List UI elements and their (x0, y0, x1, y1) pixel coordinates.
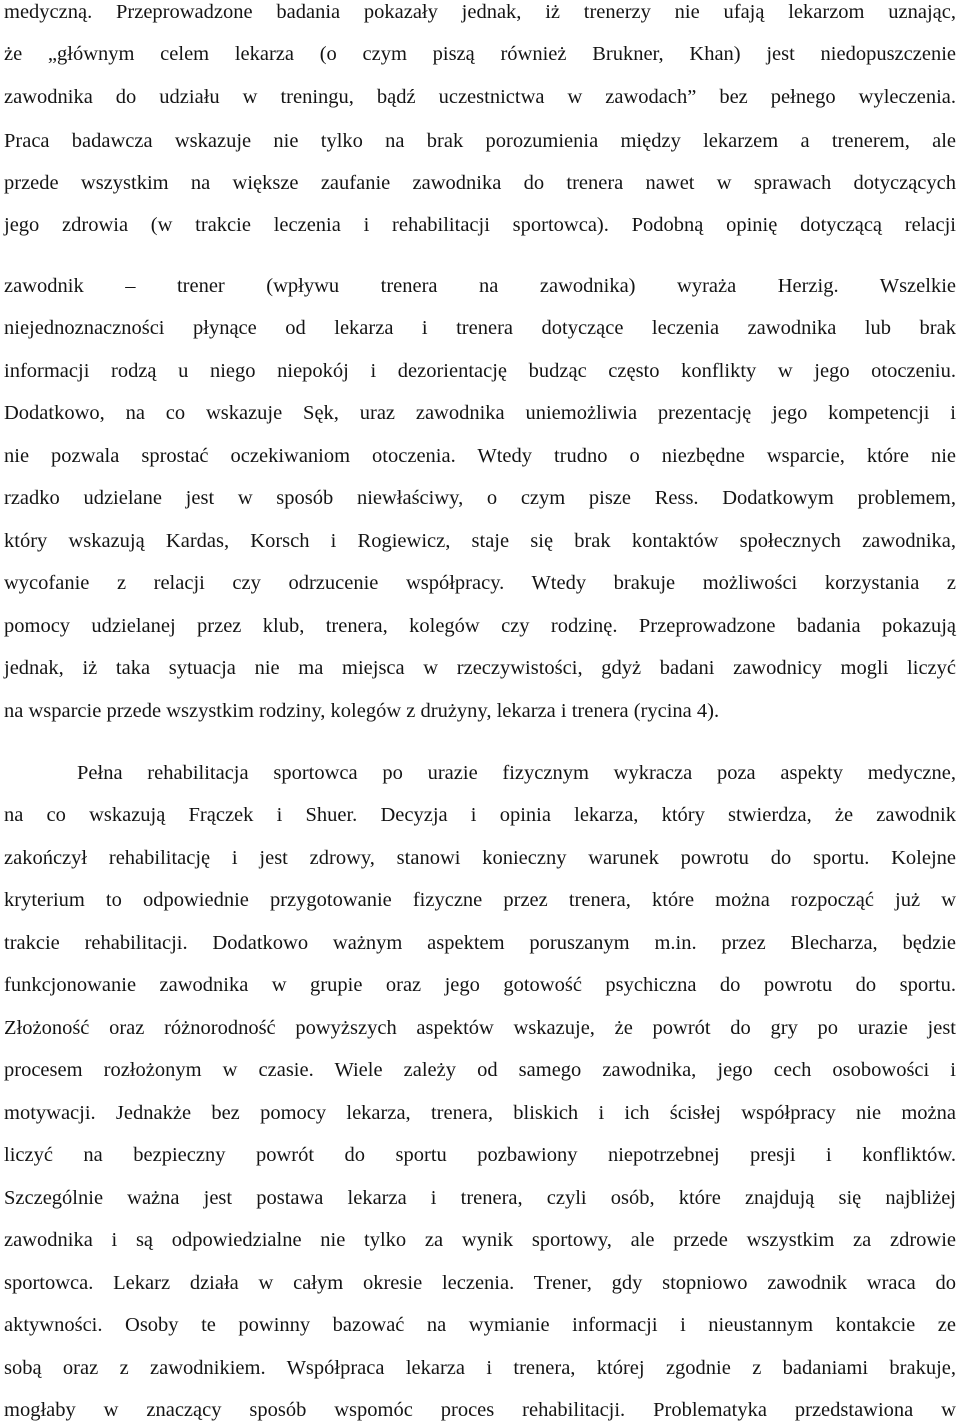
text-line: Dodatkowo, na co wskazuje Sęk, uraz zawodnika uniemożliwia prezentację jego kompetencji i (4, 402, 956, 424)
text-line: medyczną. Przeprowadzone badania pokazały jednak, iż trenerzy nie ufają lekarzom uznając, (4, 1, 956, 23)
text-line: zakończył rehabilitację i jest zdrowy, stanowi konieczny warunek powrotu do sportu. Kolejne (4, 847, 956, 869)
text-line: procesem rozłożonym w czasie. Wiele zależy od samego zawodnika, jego cech osobowości i (4, 1059, 956, 1081)
text-line: niejednoznaczności płynące od lekarza i trenera dotyczące leczenia zawodnika lub brak (4, 317, 956, 339)
text-line: liczyć na bezpieczny powrót do sportu pozbawiony niepotrzebnej presji i konfliktów. (4, 1144, 956, 1166)
text-line: motywacji. Jednakże bez pomocy lekarza, trenera, bliskich i ich ścisłej współpracy nie można (4, 1102, 956, 1124)
text-line: że „głównym celem lekarza (o czym piszą również Brukner, Khan) jest niedopuszczenie (4, 43, 956, 65)
text-line: rzadko udzielane jest w sposób niewłaściwy, o czym pisze Ress. Dodatkowym problemem, (4, 487, 956, 509)
text-line: zawodnik – trener (wpływu trenera na zawodnika) wyraża Herzig. Wszelkie (4, 275, 956, 297)
text-line: Pełna rehabilitacja sportowca po urazie fizycznym wykracza poza aspekty medyczne, (77, 762, 956, 784)
text-line: funkcjonowanie zawodnika w grupie oraz jego gotowość psychiczna do powrotu do sportu. (4, 974, 956, 996)
text-line: sobą oraz z zawodnikiem. Współpraca lekarza i trenera, której zgodnie z badaniami brakuje, (4, 1357, 956, 1379)
text-line: aktywności. Osoby te powinny bazować na wymianie informacji i nieustannym kontakcie ze (4, 1314, 956, 1336)
text-line: przede wszystkim na większe zaufanie zawodnika do trenera nawet w sprawach dotyczących (4, 172, 956, 194)
text-line: na co wskazują Frączek i Shuer. Decyzja i opinia lekarza, który stwierdza, że zawodnik (4, 804, 956, 826)
text-line: Szczególnie ważna jest postawa lekarza i trenera, czyli osób, które znajdują się najbliżej (4, 1187, 956, 1209)
text-line: sportowca. Lekarz działa w całym okresie leczenia. Trener, gdy stopniowo zawodnik wraca do (4, 1272, 956, 1294)
text-line: na wsparcie przede wszystkim rodziny, kolegów z drużyny, lekarza i trenera (rycina 4). (4, 700, 720, 722)
text-line: trakcie rehabilitacji. Dodatkowo ważnym aspektem poruszanym m.in. przez Blecharza, będzie (4, 932, 956, 954)
text-line: informacji rodzą u niego niepokój i dezorientację budząc często konflikty w jego otoczeniu. (4, 360, 956, 382)
text-line: jednak, iż taka sytuacja nie ma miejsca w rzeczywistości, gdyż badani zawodnicy mogli liczyć (4, 657, 956, 679)
text-line: pomocy udzielanej przez klub, trenera, kolegów czy rodzinę. Przeprowadzone badania pokazują (4, 615, 956, 637)
text-line: mogłaby w znaczący sposób wspomóc proces rehabilitacji. Problematyka przedstawiona w (4, 1399, 956, 1421)
text-line: nie pozwala sprostać oczekiwaniom otoczenia. Wtedy trudno o niezbędne wsparcie, które nie (4, 445, 956, 467)
text-line: jego zdrowia (w trakcie leczenia i rehabilitacji sportowca). Podobną opinię dotyczącą relacji (4, 214, 956, 236)
text-line: wycofanie z relacji czy odrzucenie współpracy. Wtedy brakuje możliwości korzystania z (4, 572, 956, 594)
text-line: Złożoność oraz różnorodność powyższych aspektów wskazuje, że powrót do gry po urazie jest (4, 1017, 956, 1039)
text-line: zawodnika do udziału w treningu, bądź uczestnictwa w zawodach” bez pełnego wyleczenia. (4, 86, 956, 108)
text-line: zawodnika i są odpowiedzialne nie tylko za wynik sportowy, ale przede wszystkim za zdrowie (4, 1229, 956, 1251)
text-line: Praca badawcza wskazuje nie tylko na brak porozumienia między lekarzem a trenerem, ale (4, 130, 956, 152)
text-line: kryterium to odpowiednie przygotowanie fizyczne przez trenera, które można rozpocząć już w (4, 889, 956, 911)
text-line: który wskazują Kardas, Korsch i Rogiewicz, staje się brak kontaktów społecznych zawodnika, (4, 530, 956, 552)
